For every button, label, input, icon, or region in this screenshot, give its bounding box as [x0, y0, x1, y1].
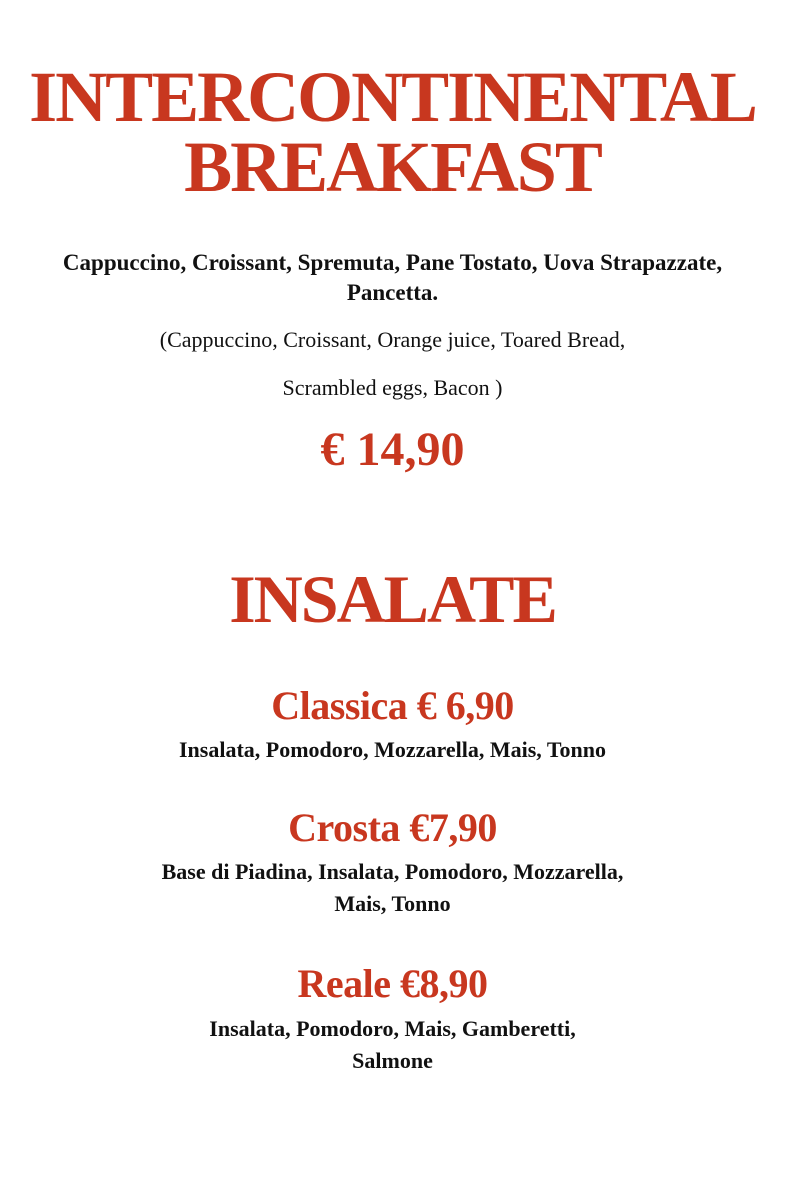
- breakfast-description: Cappuccino, Croissant, Spremuta, Pane Tostato, Uova Strapazzate, Pancetta.: [62, 250, 723, 305]
- breakfast-title-line2: BREAKFAST: [184, 127, 601, 207]
- salad-name-crosta: Crosta €7,90: [288, 805, 497, 850]
- salad-description-reale: Insalata, Pomodoro, Mais, Gamberetti, Salmone: [209, 1016, 576, 1073]
- salad-name-reale: Reale €8,90: [297, 961, 488, 1006]
- salad-description-crosta: Base di Piadina, Insalata, Pomodoro, Mozzarella, Mais, Tonno: [161, 859, 624, 916]
- salad-description-classica: Insalata, Pomodoro, Mozzarella, Mais, Tonno: [179, 737, 606, 762]
- breakfast-translation-line1: (Cappuccino, Croissant, Orange juice, Toared Bread,: [159, 327, 626, 352]
- breakfast-translation-line2: Scrambled eggs, Bacon ): [282, 375, 503, 400]
- breakfast-price: € 14,90: [320, 423, 465, 476]
- salad-name-classica: Classica € 6,90: [271, 683, 514, 728]
- insalate-title: INSALATE: [229, 561, 556, 637]
- breakfast-title: [0, 57, 785, 207]
- breakfast-translation: [40, 316, 745, 412]
- breakfast-title-line1: INTERCONTINENTAL: [29, 57, 756, 137]
